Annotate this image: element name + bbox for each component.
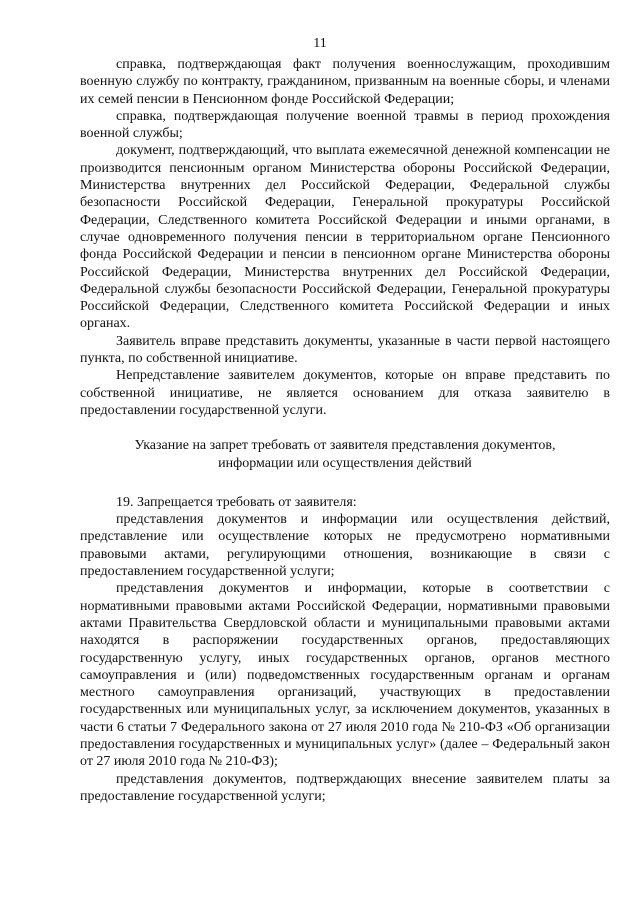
- paragraph-document-compensation: документ, подтверждающий, что выплата ежемесячной денежной компенсации не производится пенсионным органом Министерства обороны Российской Федерации, Министерства внутренних дел Российской Федерации, Федеральной службы безопасности Российской Федерации, Генеральной прокуратуры Российской Федерации, Следственного комитета Российской Федерации и иными органами, в случае одновременного получения пенсии в территориальном органе Пенсионного фонда Российской Федерации и пенсии в пенсионном органе Министерства обороны Российской Федерации, Министерства внутренних дел Российской Федерации, Федеральной службы безопасности Российской Федерации, Генеральной прокуратуры Российской Федерации, Следственного комитета Российской Федерации и иных органах.: [80, 143, 610, 332]
- paragraph-certificate-pension: справка, подтверждающая факт получения военнослужащим, проходившим военную службу по контракту, гражданином, призванным на военные сборы, и членами их семей пенсии в Пенсионном фонде Российской Федерации;: [80, 57, 610, 107]
- page-number: 11: [313, 36, 327, 51]
- paragraph-certificate-injury: справка, подтверждающая получение военной травмы в период прохождения военной службы;: [80, 108, 610, 142]
- section-heading-line-1: Указание на запрет требовать от заявителя представления документов,: [134, 438, 556, 454]
- paragraph-prohibition-payment-proof: представления документов, подтверждающих внесение заявителем платы за предоставление государственной услуги;: [80, 771, 610, 804]
- paragraph-non-submission: Непредставление заявителем документов, которые он вправе представить по собственной инициативе, не является основанием для отказа заявителю в предоставлении государственной услуги.: [80, 368, 610, 418]
- paragraph-item-19: 19. Запрещается требовать от заявителя:: [116, 494, 357, 510]
- paragraph-applicant-right: Заявитель вправе представить документы, указанные в части первой настоящего пункта, по собственной инициативе.: [80, 333, 610, 367]
- paragraph-prohibition-held-documents: представления документов и информации, которые в соответствии с нормативными правовыми актами Российской Федерации, нормативными правовыми актами Правительства Свердловской области и муниципальными правовыми актами находятся в распоряжении государственных органов, предоставляющих государственную услугу, иных государственных органов, органов местного самоуправления и (или) подведомственных государственным органам и органам местного самоуправления организаций, участвующих в предоставлении государственных или муниципальных услуг, за исключением документов, указанных в части 6 статьи 7 Федерального закона от 27 июля 2010 года № 210-ФЗ «Об организации предоставления государственных и муниципальных услуг» (далее – Федеральный закон от 27 июля 2010 года № 210-ФЗ);: [80, 581, 610, 770]
- document-body: [80, 56, 610, 805]
- section-heading: [80, 437, 610, 472]
- paragraph-prohibition-unregulated: представления документов и информации или осуществления действий, представление или осуществление которых не предусмотрено нормативными правовыми актами, регулирующими отношения, возникающие в связи с предоставлением государственной услуги;: [80, 512, 610, 580]
- section-heading-line-2: информации или осуществления действий: [218, 455, 472, 471]
